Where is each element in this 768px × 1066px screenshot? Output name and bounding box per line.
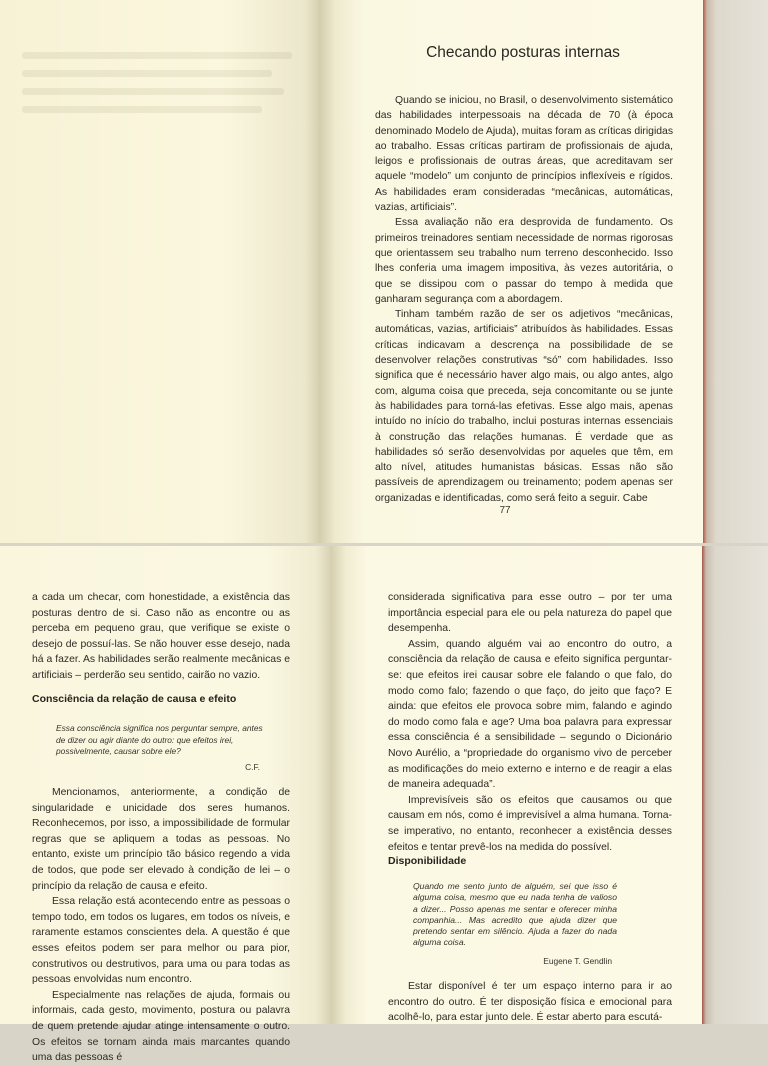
left-page-body: [32, 785, 290, 1066]
body-text-page-77: [375, 93, 673, 506]
left-page-continuation: [32, 590, 290, 684]
paragraph: a cada um checar, com honestidade, a existência das posturas dentro de si. Caso não as encontre ou as perceba em pequeno grau, que verifique se existe o desejo de possuí-las. Se não houver esse desejo, nada há a fazer. As habilidades serão realmente mecânicas e artificiais – perderão seu sentido, cairão no vazio.: [32, 592, 290, 681]
background-outside-page: [703, 0, 768, 543]
paragraph: Estar disponível é ter um espaço interno para ir ao encontro do outro. É ter disposição física e emocional para acolhê-lo, para estar junto dele. É estar aberto para escutá-: [388, 981, 672, 1024]
right-page-body: [388, 590, 672, 855]
paragraph: Quando se iniciou, no Brasil, o desenvolvimento sistemático das habilidades interpessoais na década de 70 (à época denominado Modelo de Ajuda), muitas foram as críticas dirigidas ao trabalho. Essas críticas partiram de profissionais de ajuda, leigos e profissionais de outras áreas, que acreditavam ser aquele “modelo” um conjunto de princípios inflexíveis e rígidos. As habilidades eram consideradas “mecânicas, automáticas, vazias, artificiais”.: [375, 95, 674, 214]
bleed-through-line: [22, 106, 262, 113]
epigraph-author: C.F.: [245, 762, 260, 772]
epigraph: Quando me sento junto de alguém, sei que isso é alguma coisa, mesmo que eu nada tenha de valioso a dizer... Posso apenas me sentar e oferecer minha companhia... Mas acredito que ajuda dizer que pretendo sentar em silêncio. Ajuda a fazer do nada alguma coisa.: [413, 881, 617, 948]
gutter-shadow: [316, 546, 346, 1024]
epigraph: Essa consciência significa nos perguntar sempre, antes de dizer ou agir diante do outro: que efeitos irei, possivelmente, causar sobre ele?: [56, 723, 263, 757]
paragraph: Especialmente nas relações de ajuda, formais ou informais, cada gesto, movimento, postura ou palavra de quem pretende ajudar atinge intensamente o outro. Os efeitos se tornam ainda mais marcantes quando uma das pessoas é: [32, 989, 290, 1064]
gutter-shadow: [305, 0, 335, 543]
page-number: 77: [499, 505, 511, 516]
section-heading-disponibilidade: Disponibilidade: [388, 855, 467, 867]
bleed-through-line: [22, 70, 272, 77]
chapter-title: Checando posturas internas: [426, 44, 620, 61]
section-heading-causa-efeito: Consciência da relação de causa e efeito: [32, 693, 237, 705]
bleed-through-line: [22, 88, 284, 95]
bleed-through-line: [22, 52, 292, 59]
paragraph: Assim, quando alguém vai ao encontro do outro, a consciência da relação de causa e efeito significa perguntar-se: que efeitos irei causar sobre ele falando o que falo, do modo como falo; fazendo o que faço, do jeito que faço? E ainda: que efeitos ele provoca sobre mim, falando e agindo do modo como fala e age? Uma boa palavra para expressar essa consciência é a sensibilidade – segundo o Dicionário Novo Aurélio, a “propriedade do organismo vivo de perceber as modificações do meio externo e interno e de reagir a elas de maneira adequada”.: [388, 638, 672, 791]
paragraph: Mencionamos, anteriormente, a condição de singularidade e unicidade dos seres humanos. Reconhecemos, por isso, a impossibilidade de formular regras que se apliquem a todas as pessoas. No entanto, existe um princípio tão básico regendo a vida de todos, que pode ser elevado à condição de lei – o princípio da relação de causa e efeito.: [32, 787, 290, 892]
epigraph-author: Eugene T. Gendlin: [543, 956, 612, 966]
paragraph: Tinham também razão de ser os adjetivos “mecânicas, automáticas, vazias, artificiais” atribuídos às habilidades. Essas críticas indicavam a descrença na possibilidade de se desenvolver relações construtivas “só” com habilidades. Isso significa que é necessário haver algo mais, ou algo antes, algo com, alguma coisa que preceda, seja concomitante ou se junte às habilidades para torná-las efetivas. Esse algo mais, apenas intuído no início do trabalho, inclui posturas internas essenciais à construção das relações humanas. É verdade que as habilidades só serão desenvolvidas por aqueles que têm, em alto nível, atitudes humanistas básicas. Essas não são passíveis de aprendizagem ou treinamento; podem apenas ser organizadas e identificadas, como será feito a seguir. Cabe: [375, 309, 673, 504]
paragraph: Essa avaliação não era desprovida de fundamento. Os primeiros treinadores sentiam necessidade de normas rigorosas que orientassem seu trabalho num terreno desconhecido. Isso lhes conferia uma imagem impositiva, às vezes autoritária, o que se dissipou com o passar do tempo à medida que ganharam segurança com a abordagem.: [375, 217, 673, 305]
paragraph: Imprevisíveis são os efeitos que causamos ou que causam em nós, como é imprevisível a alma humana. Torna-se imperativo, no entanto, reconhecer a existência desses efeitos e tentar prevê-los na medida do possível.: [388, 794, 672, 853]
paragraph: considerada significativa para esse outro – por ter uma importância especial para ele ou pela natureza do papel que desempenha.: [388, 592, 672, 635]
paragraph: Essa relação está acontecendo entre as pessoas o tempo todo, em todos os lugares, em todos os níveis, e raramente estamos conscientes dela. A questão é que esses efeitos podem ser para melhor ou para pior, construtivos ou destrutivos, para uma ou para todas as pessoas envolvidas num encontro.: [32, 896, 290, 986]
right-page-last-paragraph: [388, 979, 672, 1026]
background-outside-page: [702, 546, 768, 1024]
left-page-top-blank: [0, 0, 318, 543]
